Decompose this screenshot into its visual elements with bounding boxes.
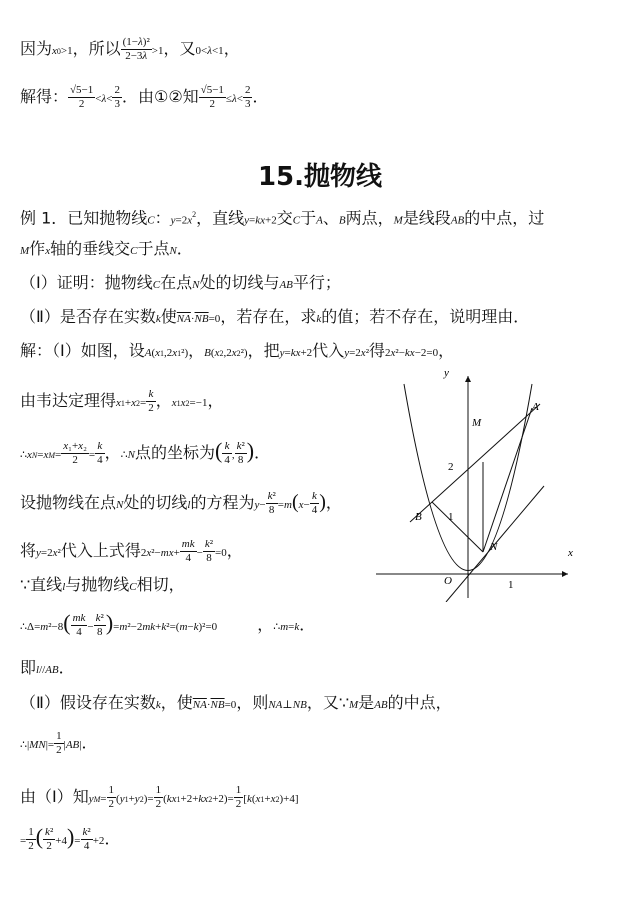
line-1: 因为x0>1，所以 $\frac{\text{(1−λ)²}}{2-3\lambda}$ >1，又0<λ<1， — [20, 36, 240, 62]
solution-1: 解：（Ⅰ）如图，设A(x1,2x1²)，B(x2,2x2²)，把y=kx+2代入y=2x²得2x²−kx−2=0， — [20, 341, 455, 360]
part-2: （Ⅱ）是否存在实数k使$\overline{NA}\cdot\overline{NB}=0$，若存在，求k的值；若不存在，说明理由． — [20, 307, 530, 326]
solution-7: ∴Δ=m²−8( $\frac{mk}{4}$ − $\frac{\text{k²}}{8}$ )=m²−2mk+k²=(m−k)²=0 ，∴m=k． — [20, 610, 316, 638]
label-b: B — [415, 511, 422, 523]
label-x: x — [568, 547, 573, 559]
label-n: N — [490, 541, 498, 553]
solution-2: 由韦达定理得x1+x2= $\frac{k}{2}$ ，x1x2=−1， — [20, 388, 224, 414]
segment-nb — [432, 502, 483, 552]
part-1: （Ⅰ）证明：抛物线C在点N处的切线与AB平行； — [20, 273, 341, 292]
parabola-figure — [370, 362, 580, 602]
label-m: M — [472, 417, 482, 429]
label-y: y — [444, 367, 449, 379]
solution-5: 将y=2x²代入上式得2x²−mx+ $\frac{mk}{4}$ − $\frac{\text{k²}}{8}$ =0， — [20, 538, 243, 564]
part-2-solution: （Ⅱ）假设存在实数k，使$\overline{NA}\cdot\overline{NB}=0$，则NA⊥NB，又∵M是AB的中点， — [20, 693, 452, 712]
solution-3: ∴xN=xM= $\frac{\text{x₁+x₂}}{2}$ = $\frac{k}{4}$ ，∴N点的坐标为( $\frac{k}{4}$ , $\frac{\text{k²}}{8}$ )． — [20, 438, 271, 466]
label-a: A — [532, 401, 539, 413]
label-tick-2: 2 — [448, 461, 454, 473]
solution-8: 即l//AB． — [20, 658, 75, 677]
label-tick-1x: 1 — [508, 579, 514, 591]
label-tick-1y: 1 — [448, 511, 454, 523]
part-2-solution-2: ∴|MN|= $\frac{1}{2}$ |AB|． — [20, 730, 98, 756]
example-statement: 例 1．已知抛物线C：$y=2x^2$，直线y=kx+2交C于A、B两点，M是线段AB的中点，过 — [20, 208, 545, 228]
section-title: 15.抛物线 — [257, 162, 383, 192]
x-axis-arrow — [562, 571, 568, 577]
example-statement-2: M作x轴的垂线交C于点N． — [20, 239, 193, 258]
label-o: O — [444, 575, 452, 587]
segment-na — [483, 408, 532, 552]
part-2-solution-4: = $\frac{1}{2}$ ( $\frac{\text{k²}}{2}$ +4)= $\frac{\text{k²}}{4}$ +2． — [20, 824, 121, 852]
line-2: 解得： $\frac{√5-1}{2}$ <λ< $\frac{2}{3}$ ．由①②知 $\frac{√5-1}{2}$ ≤λ< $\frac{2}{3}$ ． — [20, 84, 269, 110]
y-axis-arrow — [465, 376, 471, 382]
solution-4: 设抛物线在点N处的切线l的方程为y− $\frac{\text{k²}}{8}$ =m(x− $\frac{k}{4}$ )， — [20, 490, 342, 516]
part-2-solution-3: 由（Ⅰ）知yM= $\frac{1}{2}$ (y1+y2)= $\frac{1}{2}$ (kx1+2+kx2+2)= $\frac{1}{2}$ [k(x1+x2)+4] — [20, 784, 299, 810]
solution-6: ∵直线l与抛物线C相切， — [20, 575, 185, 594]
